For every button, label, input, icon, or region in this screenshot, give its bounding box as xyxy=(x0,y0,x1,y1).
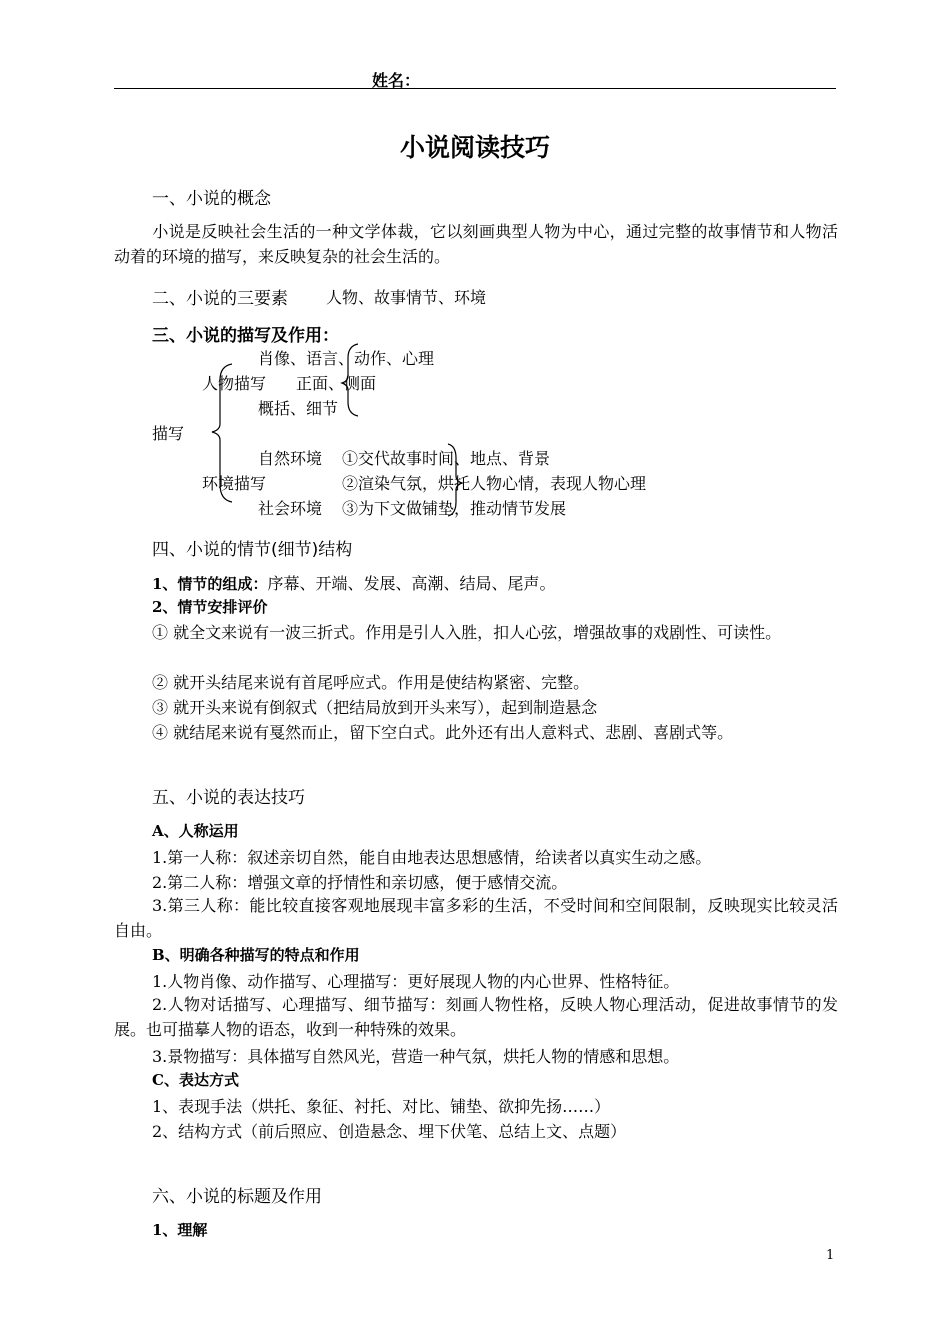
section2-elements: 人物、故事情节、环境 xyxy=(326,288,487,307)
description-root: 描写 xyxy=(152,424,185,443)
subsection-c-label: C、表达方式 xyxy=(152,1071,239,1089)
subsection-b-label: B、明确各种描写的特点和作用 xyxy=(152,946,360,964)
arrangement-item-3: ③ 就开头来说有倒叙式（把结局放到开头来写），起到制造悬念 xyxy=(152,698,598,717)
page-number: 1 xyxy=(826,1248,835,1263)
b-item-1: 1.人物肖像、动作描写、心理描写：更好展现人物的内心世界、性格特征。 xyxy=(152,972,680,991)
composition-text: 序幕、开端、发展、高潮、结局、尾声。 xyxy=(267,574,556,593)
c-item-1: 1、表现手法（烘托、象征、衬托、对比、铺垫、欲抑先扬……） xyxy=(152,1097,611,1116)
section6-sub1: 1、理解 xyxy=(152,1221,208,1239)
composition-label: 1、情节的组成： xyxy=(152,575,268,593)
section6-heading: 六、小说的标题及作用 xyxy=(152,1187,322,1207)
b-item-2 xyxy=(114,992,838,1042)
person-brace xyxy=(342,344,358,416)
person-item-1: 肖像、语言、动作、心理 xyxy=(258,349,435,368)
c-item-2: 2、结构方式（前后照应、创造悬念、埋下伏笔、总结上文、点题） xyxy=(152,1122,627,1141)
composition-line xyxy=(152,571,555,594)
env-function-2: ②渲染气氛，烘托人物心情，表现人物心理 xyxy=(342,474,647,493)
env-kind-social: 社会环境 xyxy=(258,499,323,518)
arrangement-item-1 xyxy=(114,620,838,645)
person-item-2: 正面、侧面 xyxy=(296,374,377,393)
name-label: 姓名： xyxy=(372,71,421,90)
a-item-1: 1.第一人称：叙述亲切自然，能自由地表达思想感情，给读者以真实生动之感。 xyxy=(152,848,712,867)
section3-heading: 三、小说的描写及作用： xyxy=(152,326,339,346)
arrangement-label: 2、情节安排评价 xyxy=(152,598,268,616)
page-title: 小说阅读技巧 xyxy=(399,133,550,162)
section1-heading: 一、小说的概念 xyxy=(152,189,271,209)
person-item-3: 概括、细节 xyxy=(258,399,339,418)
env-function-1: ①交代故事时间、地点、背景 xyxy=(342,449,551,468)
main-brace xyxy=(212,364,232,502)
b-item-2-text: 2.人物对话描写、心理描写、细节描写：刻画人物性格，反映人物心理活动，促进故事情节的发展。也可描摹人物的语态，收到一种特殊的效果。 xyxy=(114,995,838,1039)
section5-heading: 五、小说的表达技巧 xyxy=(152,788,305,808)
section4-heading: 四、小说的情节(细节)结构 xyxy=(152,540,353,560)
a-item-2: 2.第二人称：增强文章的抒情性和亲切感，便于感情交流。 xyxy=(152,873,568,892)
env-function-3: ③为下文做铺垫，推动情节发展 xyxy=(342,499,567,518)
person-label: 人物描写 xyxy=(202,374,267,393)
arrangement-item-1-text: ① 就全文来说有一波三折式。作用是引人入胜，扣人心弦，增强故事的戏剧性、可读性。 xyxy=(152,623,782,642)
subsection-a-label: A、人称运用 xyxy=(152,822,239,840)
section2-heading: 二、小说的三要素 xyxy=(152,289,288,309)
b-item-3: 3.景物描写：具体描写自然风光，营造一种气氛，烘托人物的情感和思想。 xyxy=(152,1047,680,1066)
arrangement-item-4: ④ 就结尾来说有戛然而止，留下空白式。此外还有出人意料式、悲剧、喜剧式等。 xyxy=(152,723,734,742)
a-item-3 xyxy=(114,893,838,943)
a-item-3-text: 3.第三人称：能比较直接客观地展现丰富多彩的生活，不受时间和空间限制，反映现实比较灵活自由。 xyxy=(114,896,838,940)
env-label: 环境描写 xyxy=(202,474,267,493)
function-brace xyxy=(448,444,462,516)
section1-text: 小说是反映社会生活的一种文学体裁，它以刻画典型人物为中心，通过完整的故事情节和人物活动着的环境的描写，来反映复杂的社会生活的。 xyxy=(114,222,838,266)
env-kind-natural: 自然环境 xyxy=(258,449,323,468)
arrangement-item-2: ② 就开头结尾来说有首尾呼应式。作用是使结构紧密、完整。 xyxy=(152,673,590,692)
